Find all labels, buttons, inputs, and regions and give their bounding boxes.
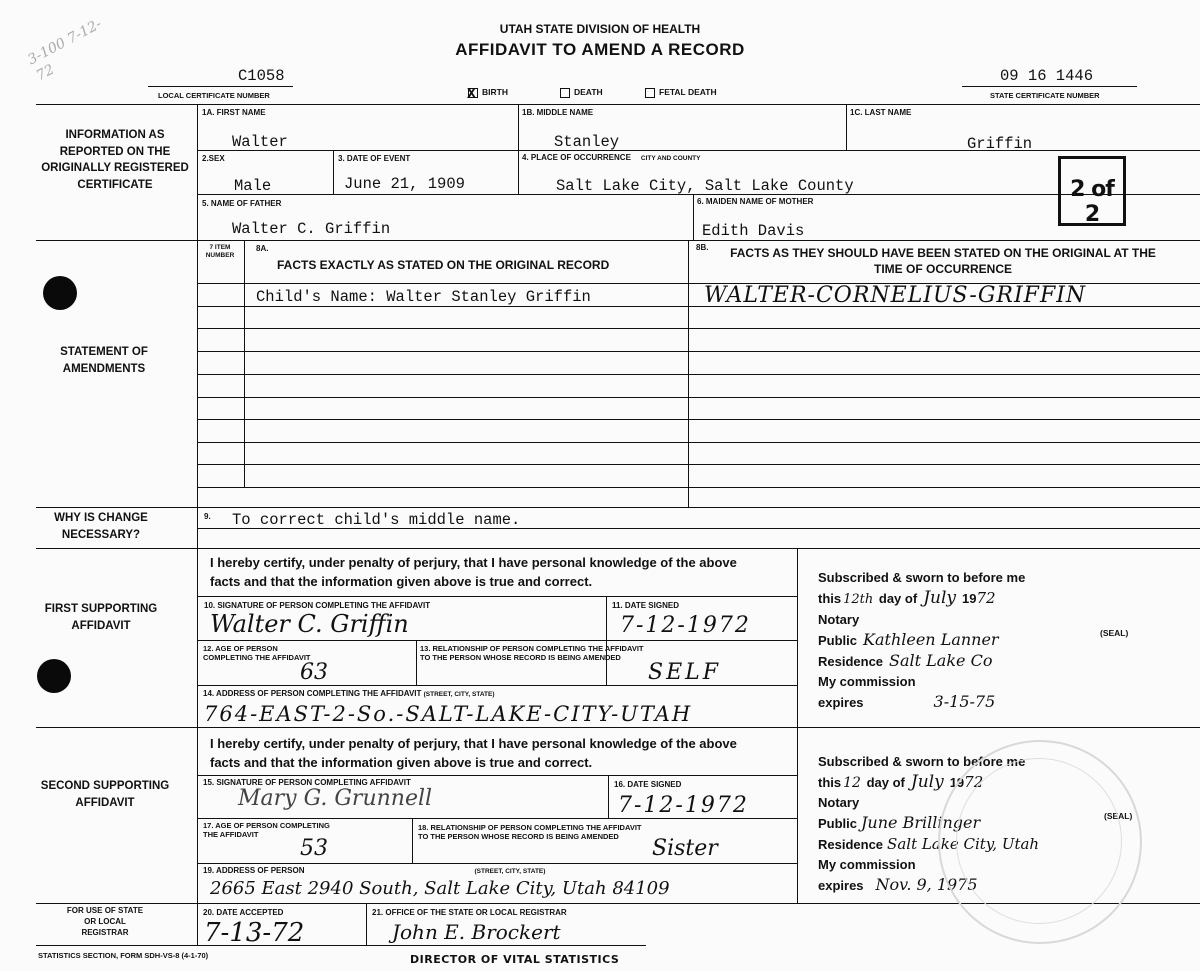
why-value: To correct child's middle name. — [232, 511, 521, 529]
place-value: Salt Lake City, Salt Lake County — [556, 177, 854, 195]
form-title: AFFIDAVIT TO AMEND A RECORD — [455, 40, 745, 59]
second-age-label: 17. AGE OF PERSON COMPLETING THE AFFIDAVIT — [203, 821, 330, 839]
registrar-stamp: DIRECTOR OF VITAL STATISTICS — [410, 953, 620, 966]
embossed-seal-icon — [938, 740, 1142, 944]
col-8a-number: 8A. — [256, 244, 269, 253]
section-amendments: STATEMENT OF AMENDMENTS — [60, 346, 148, 375]
checkbox-birth[interactable]: BIRTH — [468, 87, 508, 98]
registrar-signature: John E. Brockert — [392, 920, 561, 944]
first-date-value: 7-12-1972 — [620, 613, 751, 638]
first-address-label: 14. ADDRESS OF PERSON COMPLETING THE AFFIDAVIT (STREET, CITY, STATE) — [203, 689, 495, 698]
local-certificate-number: C1058 — [238, 67, 285, 85]
checkbox-fetal-death[interactable]: FETAL DEATH — [645, 87, 717, 98]
checkbox-death[interactable]: DEATH — [560, 87, 603, 98]
pencil-note: 3-100 7-12-72 — [25, 16, 105, 85]
first-certify-text: I hereby certify, under penalty of perjury, that I have personal knowledge of the above facts and that the information given above is true and correct. — [210, 555, 737, 589]
local-certificate-label: LOCAL CERTIFICATE NUMBER — [158, 91, 270, 100]
first-signature-value: Walter C. Griffin — [210, 610, 409, 638]
section-second-affidavit: SECOND SUPPORTING AFFIDAVIT — [40, 780, 170, 809]
first-age-value: 63 — [300, 660, 328, 685]
agency-name: UTAH STATE DIVISION OF HEALTH — [499, 22, 701, 36]
section-why: WHY IS CHANGE NECESSARY? — [54, 512, 148, 541]
item-number-label: 7 ITEM NUMBER — [205, 244, 235, 259]
section-registrar: FOR USE OF STATE OR LOCAL REGISTRAR — [66, 906, 144, 937]
checkmark-icon: X — [467, 86, 477, 103]
first-date-label: 11. DATE SIGNED — [612, 601, 679, 610]
first-relationship-value: SELF — [648, 660, 722, 685]
form-footer: STATISTICS SECTION, FORM SDH-VS-8 (4-1-70) — [38, 951, 209, 960]
why-number: 9. — [204, 512, 211, 521]
first-signature-label: 10. SIGNATURE OF PERSON COMPLETING THE AFFIDAVIT — [204, 601, 431, 610]
first-age-label: 12. AGE OF PERSON COMPLETING THE AFFIDAVIT — [203, 644, 311, 662]
date-of-event-label: 3. DATE OF EVENT — [338, 154, 411, 163]
second-relationship-label: 18. RELATIONSHIP OF PERSON COMPLETING THE AFFIDAVIT TO THE PERSON WHOSE RECORD IS BEING AMENDED — [418, 823, 642, 841]
middle-name-label: 1B. MIDDLE NAME — [522, 108, 594, 117]
last-name-label: 1C. LAST NAME — [850, 108, 912, 117]
section-first-affidavit: FIRST SUPPORTING AFFIDAVIT — [44, 603, 158, 632]
col-8a-label: FACTS EXACTLY AS STATED ON THE ORIGINAL RECORD — [277, 258, 610, 272]
second-address-label: 19. ADDRESS OF PERSON (STREET, CITY, STATE) — [203, 866, 546, 875]
second-signature-label: 15. SIGNATURE OF PERSON COMPLETING AFFIDAVIT — [203, 778, 411, 787]
first-seal-label: (SEAL) — [1100, 628, 1129, 638]
first-notary-block: Subscribed & sworn to before me this 12th day of July 1972 Notary Public Kathleen Lanner Residence Salt Lake Co My commission expires 3-15-75 — [818, 570, 1026, 711]
registrar-office-label: 21. OFFICE OF THE STATE OR LOCAL REGISTRAR — [372, 908, 567, 917]
second-address-value: 2665 East 2940 South, Salt Lake City, Utah 84109 — [210, 878, 670, 899]
second-certify-text: I hereby certify, under penalty of perjury, that I have personal knowledge of the above facts and that the information given above is true and correct. — [210, 736, 737, 770]
sex-value: Male — [234, 177, 272, 195]
state-certificate-number: 09 16 1446 — [1000, 67, 1094, 85]
father-value: Walter C. Griffin — [232, 220, 391, 238]
middle-name-value: Stanley — [554, 133, 620, 151]
sex-label: 2.SEX — [202, 154, 225, 163]
date-of-event-value: June 21, 1909 — [344, 175, 465, 193]
mother-value: Edith Davis — [702, 222, 805, 240]
second-notary-block: Subscribed & sworn to before me this 12 day of July 1972 Notary Public June Brillinger Residence Salt Lake City, Utah My commission expires Nov. 9, 1975 — [818, 754, 1040, 894]
second-signature-value: Mary G. Grunnell — [238, 786, 433, 811]
punch-hole — [43, 276, 77, 310]
second-date-label: 16. DATE SIGNED — [614, 780, 682, 789]
date-accepted-label: 20. DATE ACCEPTED — [203, 908, 284, 917]
mother-label: 6. MAIDEN NAME OF MOTHER — [697, 197, 814, 206]
second-relationship-value: Sister — [652, 836, 718, 861]
fetal-death-checkbox-box — [645, 88, 655, 98]
col-8b-label: FACTS AS THEY SHOULD HAVE BEEN STATED ON THE ORIGINAL AT THE TIME OF OCCURRENCE — [730, 246, 1156, 276]
amendment-original-value: Child's Name: Walter Stanley Griffin — [256, 288, 591, 306]
col-8b-number: 8B. — [696, 243, 709, 252]
father-label: 5. NAME OF FATHER — [202, 199, 282, 208]
second-seal-label: (SEAL) — [1104, 811, 1133, 821]
second-date-value: 7-12-1972 — [618, 793, 749, 818]
state-certificate-label: STATE CERTIFICATE NUMBER — [990, 91, 1100, 100]
section-original-info: INFORMATION AS REPORTED ON THE ORIGINALLY REGISTERED CERTIFICATE — [41, 129, 189, 191]
death-checkbox-box — [560, 88, 570, 98]
second-age-value: 53 — [300, 836, 328, 861]
first-name-value: Walter — [232, 133, 288, 151]
last-name-value: Griffin — [967, 135, 1033, 153]
amendment-corrected-value: WALTER-CORNELIUS-GRIFFIN — [704, 283, 1087, 308]
first-address-value: 764-EAST-2-So.-SALT-LAKE-CITY-UTAH — [204, 702, 693, 726]
first-relationship-label: 13. RELATIONSHIP OF PERSON COMPLETING THE AFFIDAVIT TO THE PERSON WHOSE RECORD IS BEING AMENDED — [420, 644, 644, 662]
place-label: 4. PLACE OF OCCURRENCE CITY AND COUNTY — [522, 153, 701, 162]
punch-hole — [37, 659, 71, 693]
first-name-label: 1A. FIRST NAME — [202, 108, 266, 117]
page-stamp: 2 of 2 — [1058, 156, 1126, 226]
date-accepted-value: 7-13-72 — [204, 918, 305, 948]
